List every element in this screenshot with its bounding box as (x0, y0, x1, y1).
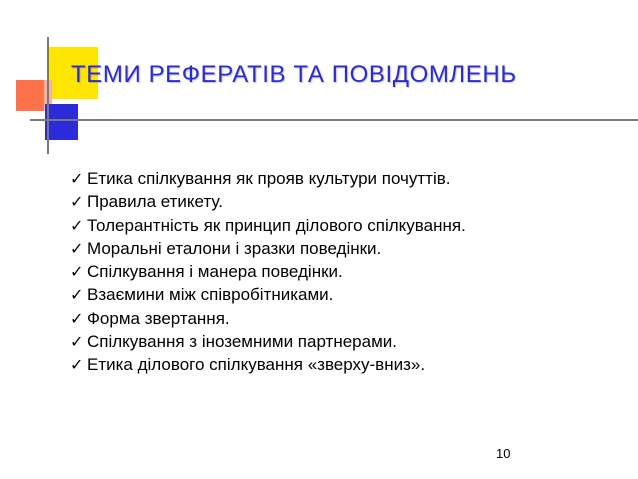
topics-list (70, 167, 466, 377)
list-item (70, 214, 466, 237)
list-item-text: Етика спілкування як прояв культури почуттів. (87, 169, 451, 188)
list-item-text: Спілкування і манера поведінки. (87, 262, 343, 282)
list-item (70, 260, 466, 283)
checkmark-icon: ✓ (70, 262, 84, 282)
list-item-text: Етика ділового спілкування «зверху-вниз». (87, 355, 426, 375)
list-item (70, 353, 466, 376)
list-item-text: Спілкування з іноземними партнерами. (87, 332, 397, 352)
list-item (70, 237, 466, 260)
decor-blue-square (45, 104, 78, 140)
slide-title: ТЕМИ РЕФЕРАТІВ ТА ПОВІДОМЛЕНЬ (71, 61, 517, 88)
list-item (70, 283, 466, 306)
list-item (70, 307, 466, 330)
checkmark-icon: ✓ (70, 238, 84, 258)
list-item (70, 190, 466, 213)
checkmark-icon: ✓ (70, 308, 84, 328)
list-item-text: Взаємини між співробітниками. (87, 285, 334, 305)
title-underline-rule (30, 119, 638, 121)
checkmark-icon: ✓ (70, 332, 84, 352)
checkmark-icon: ✓ (70, 192, 84, 212)
list-item-text: Правила етикету. (87, 192, 223, 212)
list-item (70, 330, 466, 353)
decor-vertical-rule (47, 37, 49, 154)
checkmark-icon: ✓ (70, 355, 84, 375)
checkmark-icon: ✓ (70, 169, 84, 188)
checkmark-icon: ✓ (70, 215, 84, 235)
list-item-text: Толерантність як принцип ділового спілкування. (87, 215, 466, 235)
page-number: 10 (496, 446, 511, 461)
list-item-text: Моральні еталони і зразки поведінки. (87, 238, 382, 258)
checkmark-icon: ✓ (70, 285, 84, 305)
list-item (70, 167, 466, 190)
decor-red-square (16, 80, 46, 111)
list-item-text: Форма звертання. (87, 308, 230, 328)
